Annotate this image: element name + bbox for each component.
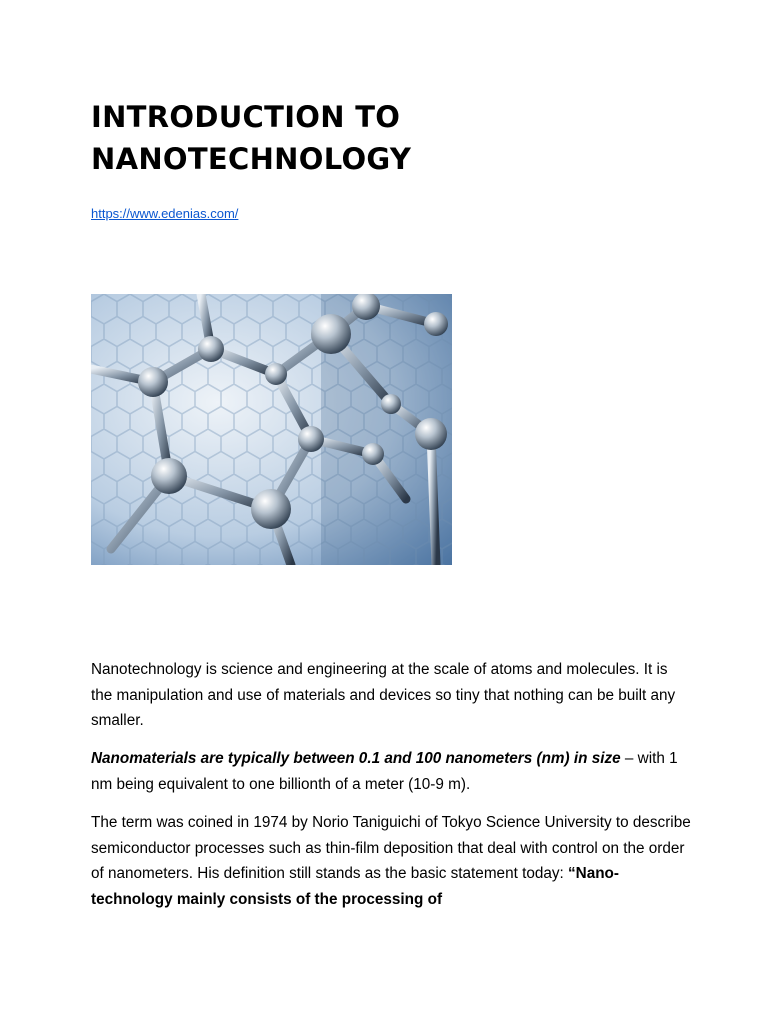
paragraph-history-quote: “Nano-technology mainly consists of the processing of <box>91 865 619 908</box>
paragraph-definition: Nanotechnology is science and engineering at the scale of atoms and molecules. It is the manipulation and use of materials and devices so tiny that nothing can be built any smaller. <box>91 661 676 729</box>
title-line-1: INTRODUCTION TO <box>91 100 401 134</box>
molecule-image <box>91 294 452 565</box>
paragraph-size-emphasis: Nanomaterials are typically between 0.1 and 100 nanometers (nm) in size <box>91 750 621 767</box>
paragraph-size <box>91 746 691 797</box>
paragraph-size-rest: – with 1 nm being equivalent to one billionth of a meter (10-9 m). <box>91 750 678 793</box>
paragraph-history-lead: The term was coined in 1974 by Norio Taniguichi of Tokyo Science University to describe semiconductor processes such as thin-film deposition that deal with control on the order of nanometers. His definition still stands as the basic statement today: <box>91 814 691 882</box>
source-link[interactable]: https://www.edenias.com/ <box>91 206 239 221</box>
paragraph-history <box>91 810 691 912</box>
title-line-2: NANOTECHNOLOGY <box>91 142 412 176</box>
page-title <box>91 96 691 180</box>
molecule-illustration <box>91 294 452 565</box>
